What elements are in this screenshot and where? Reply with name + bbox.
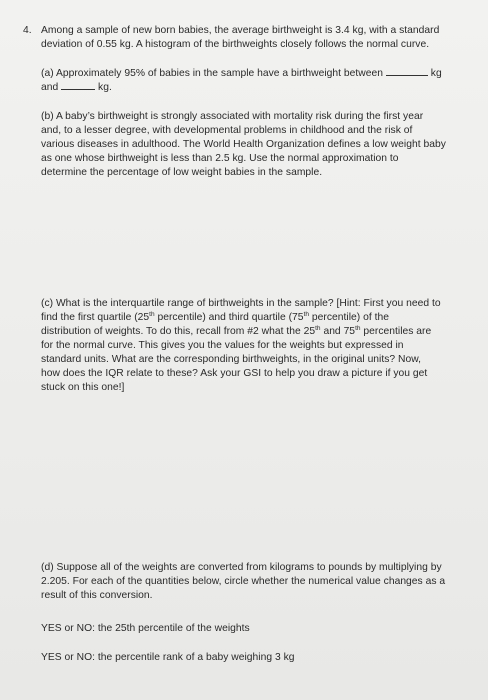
part-b-line-3: various diseases in adulthood. The World Health Organization defines a low weight baby <box>41 139 446 150</box>
part-d-item-2: YES or NO: the percentile rank of a baby weighing 3 kg <box>41 652 295 663</box>
part-a-line-2 <box>41 81 112 94</box>
part-c-line-3-b: and 75 <box>320 326 356 337</box>
part-a-prompt: (a) Approximately 95% of babies in the sample have a birthweight between <box>41 68 384 79</box>
part-c-line-2-sup-2: th <box>303 311 310 318</box>
part-a-unit-1: kg <box>430 68 442 79</box>
part-b-line-5: determine the percentage of low weight babies in the sample. <box>41 167 323 178</box>
part-a-blank-1 <box>386 67 428 76</box>
part-c-line-7: stuck on this one!] <box>41 382 125 393</box>
part-a-blank-2 <box>61 81 95 90</box>
part-c-line-2 <box>41 311 389 324</box>
part-b-line-4: as one whose birthweight is less than 2.5 kg. Use the normal approximation to <box>41 153 399 164</box>
part-c-line-3-c: percentiles are <box>360 326 432 337</box>
part-b-line-1: (b) A baby’s birthweight is strongly associated with mortality risk during the first year <box>41 111 424 122</box>
part-c-line-1: (c) What is the interquartile range of birthweights in the sample? [Hint: First you need to <box>41 298 441 309</box>
part-c-line-3-a: distribution of weights. To do this, recall from #2 what the 25 <box>41 326 316 337</box>
part-c-line-2-a: find the first quartile (25 <box>41 312 150 323</box>
part-c-line-2-sup-1: th <box>149 311 155 318</box>
part-b-line-2: and, to a lesser degree, with developmental problems in childhood and the risk of <box>41 125 413 136</box>
part-c-line-5: standard units. What are the corresponding birthweights, in the original units? Now, <box>41 354 422 365</box>
question-number: 4. <box>23 25 32 36</box>
part-c-line-3-sup-1: th <box>315 325 321 332</box>
part-c-line-2-b: percentile) and third quartile (75 <box>154 312 304 323</box>
part-d-item-1: YES or NO: the 25th percentile of the weights <box>41 623 250 634</box>
part-c-line-4: for the normal curve. This gives you the values for the weights but expressed in <box>41 340 404 351</box>
part-a-unit-2: kg. <box>98 82 112 93</box>
part-d-line-3: result of this conversion. <box>41 590 153 601</box>
part-c-line-3-sup-2: th <box>355 325 361 332</box>
question-intro-line-1: Among a sample of new born babies, the average birthweight is 3.4 kg, with a standard <box>41 25 440 36</box>
part-d-line-1: (d) Suppose all of the weights are converted from kilograms to pounds by multiplying by <box>41 562 442 573</box>
question-intro-line-2: deviation of 0.55 kg. A histogram of the birthweights closely follows the normal curve. <box>41 39 430 50</box>
part-c-line-6: how does the IQR relate to these? Ask your GSI to help you draw a picture if you get <box>41 368 428 379</box>
part-d-line-2: 2.205. For each of the quantities below, circle whether the numerical value changes as a <box>41 576 446 587</box>
part-a-line-1 <box>41 67 442 80</box>
part-a-and: and <box>41 82 59 93</box>
part-c-line-2-c: percentile) of the <box>309 312 389 323</box>
part-c-line-3 <box>41 325 431 338</box>
